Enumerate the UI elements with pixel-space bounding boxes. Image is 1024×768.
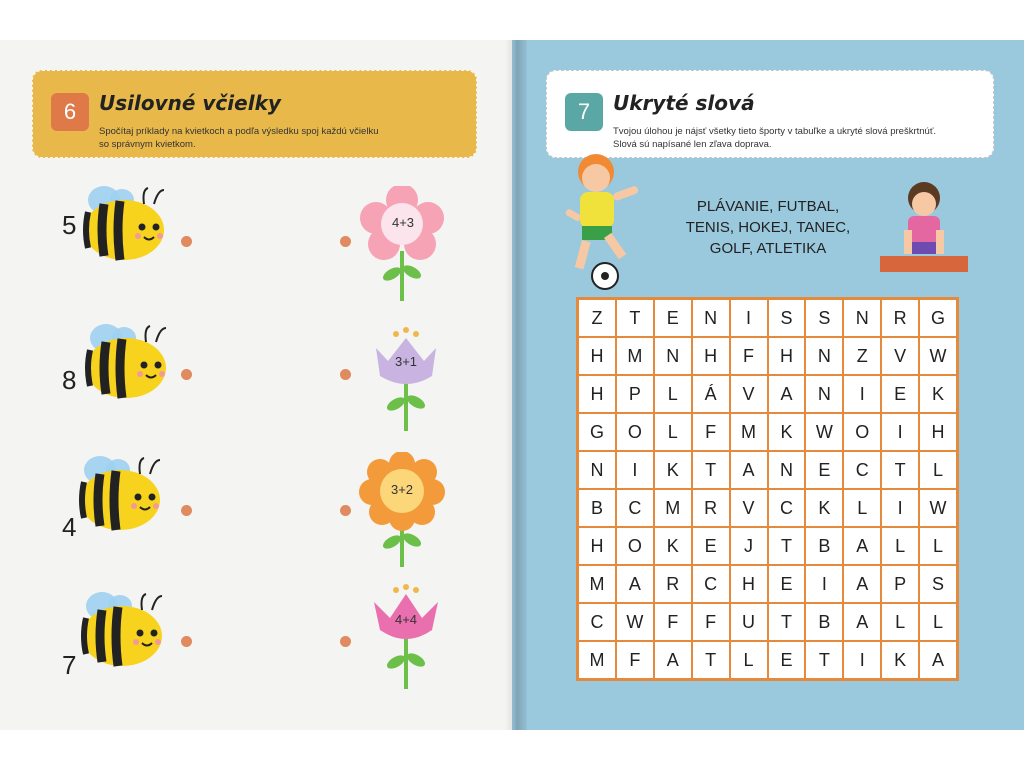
flower	[358, 186, 448, 296]
grid-cell[interactable]: A	[730, 451, 768, 489]
grid-cell[interactable]: N	[805, 337, 843, 375]
runner-girl-icon	[878, 178, 970, 276]
grid-cell[interactable]: T	[768, 603, 806, 641]
instruction-line: Slová sú napísané len zľava doprava.	[613, 139, 772, 150]
flower-connect-dot[interactable]	[340, 505, 351, 516]
grid-cell[interactable]: E	[805, 451, 843, 489]
bee	[76, 320, 186, 410]
grid-cell[interactable]: T	[692, 451, 730, 489]
bee-number: 4	[62, 512, 77, 542]
flower-expression: 3+2	[390, 482, 414, 497]
grid-cell[interactable]: E	[768, 641, 806, 679]
grid-cell[interactable]: L	[919, 603, 957, 641]
bee-number: 5	[62, 210, 77, 240]
grid-cell[interactable]: L	[919, 527, 957, 565]
grid-cell[interactable]: P	[616, 375, 654, 413]
flower	[366, 584, 456, 694]
grid-cell[interactable]: N	[768, 451, 806, 489]
flower-icon	[358, 452, 448, 572]
grid-cell[interactable]: H	[919, 413, 957, 451]
grid-cell[interactable]: F	[730, 337, 768, 375]
grid-cell[interactable]: I	[843, 641, 881, 679]
bee-icon	[70, 452, 180, 542]
instruction-line: Spočítaj príklady na kvietkoch a podľa výsledku spoj každú včielku	[99, 126, 379, 137]
grid-cell[interactable]: R	[654, 565, 692, 603]
grid-cell[interactable]: M	[730, 413, 768, 451]
flower-icon	[366, 584, 446, 694]
sports-line: PLÁVANIE, FUTBAL,	[696, 198, 840, 215]
bee-connect-dot[interactable]	[181, 505, 192, 516]
grid-cell[interactable]: I	[843, 375, 881, 413]
grid-cell[interactable]: N	[843, 299, 881, 337]
grid-cell[interactable]: L	[881, 603, 919, 641]
grid-cell[interactable]: A	[768, 375, 806, 413]
grid-cell[interactable]: I	[881, 489, 919, 527]
bee-connect-dot[interactable]	[181, 236, 192, 247]
grid-cell[interactable]: W	[805, 413, 843, 451]
grid-cell[interactable]: M	[616, 337, 654, 375]
bee-icon	[72, 588, 182, 678]
grid-cell[interactable]: M	[578, 641, 616, 679]
grid-cell[interactable]: H	[578, 337, 616, 375]
grid-cell[interactable]: N	[692, 299, 730, 337]
grid-cell[interactable]: K	[881, 641, 919, 679]
grid-cell[interactable]: F	[692, 603, 730, 641]
grid-cell[interactable]: G	[919, 299, 957, 337]
grid-cell[interactable]: I	[730, 299, 768, 337]
exercise-title: Ukryté slová	[613, 91, 755, 115]
bee	[70, 452, 180, 542]
flower-icon	[366, 326, 446, 436]
exercise-instructions	[99, 125, 469, 151]
flower-connect-dot[interactable]	[340, 236, 351, 247]
bee-number: 7	[62, 650, 77, 680]
grid-cell[interactable]: F	[654, 603, 692, 641]
bee	[72, 588, 182, 678]
grid-cell[interactable]: C	[616, 489, 654, 527]
grid-cell[interactable]: W	[919, 337, 957, 375]
grid-cell[interactable]: A	[843, 565, 881, 603]
soccer-boy-icon	[560, 148, 652, 293]
grid-cell[interactable]: O	[843, 413, 881, 451]
grid-cell[interactable]: A	[616, 565, 654, 603]
grid-cell[interactable]: N	[805, 375, 843, 413]
grid-cell[interactable]: T	[881, 451, 919, 489]
grid-cell[interactable]: L	[654, 413, 692, 451]
exercise-7-header	[546, 70, 994, 158]
grid-cell[interactable]: B	[805, 603, 843, 641]
grid-cell[interactable]: L	[843, 489, 881, 527]
grid-cell[interactable]: F	[692, 413, 730, 451]
grid-cell[interactable]: K	[768, 413, 806, 451]
grid-cell[interactable]: V	[730, 489, 768, 527]
grid-cell[interactable]: S	[768, 299, 806, 337]
grid-cell[interactable]: C	[578, 603, 616, 641]
grid-cell[interactable]: H	[768, 337, 806, 375]
instruction-line: Tvojou úlohou je nájsť všetky tieto športy v tabuľke a ukryté slová preškrtnúť.	[613, 126, 937, 137]
book-gutter	[505, 40, 527, 730]
sports-word-list	[668, 196, 868, 259]
grid-cell[interactable]: T	[616, 299, 654, 337]
grid-cell[interactable]: T	[768, 527, 806, 565]
grid-cell[interactable]: A	[919, 641, 957, 679]
grid-cell[interactable]: Á	[692, 375, 730, 413]
grid-cell[interactable]: I	[881, 413, 919, 451]
grid-cell[interactable]: B	[805, 527, 843, 565]
exercise-title: Usilovné včielky	[99, 91, 281, 115]
grid-cell[interactable]: A	[654, 641, 692, 679]
grid-cell[interactable]: N	[578, 451, 616, 489]
grid-cell[interactable]: K	[805, 489, 843, 527]
grid-cell[interactable]: W	[919, 489, 957, 527]
grid-cell[interactable]: B	[578, 489, 616, 527]
grid-cell[interactable]: S	[805, 299, 843, 337]
grid-cell[interactable]: I	[805, 565, 843, 603]
flower-expression: 4+3	[391, 215, 415, 230]
grid-cell[interactable]: E	[881, 375, 919, 413]
grid-cell[interactable]: E	[654, 299, 692, 337]
grid-cell[interactable]: A	[843, 603, 881, 641]
grid-cell[interactable]: C	[843, 451, 881, 489]
grid-cell[interactable]: C	[768, 489, 806, 527]
flower-expression: 4+4	[394, 612, 418, 627]
grid-cell[interactable]: M	[654, 489, 692, 527]
grid-cell[interactable]: V	[730, 375, 768, 413]
grid-cell[interactable]: J	[730, 527, 768, 565]
grid-cell[interactable]: O	[616, 413, 654, 451]
bee-icon	[74, 182, 184, 272]
grid-cell[interactable]: P	[881, 565, 919, 603]
grid-cell[interactable]: Z	[578, 299, 616, 337]
grid-cell[interactable]: R	[692, 489, 730, 527]
grid-cell[interactable]: L	[654, 375, 692, 413]
flower	[366, 326, 456, 436]
grid-cell[interactable]: L	[730, 641, 768, 679]
flower-icon	[358, 186, 448, 306]
exercise-instructions	[613, 125, 983, 151]
grid-cell[interactable]: L	[881, 527, 919, 565]
sports-line: TENIS, HOKEJ, TANEC,	[685, 219, 851, 236]
instruction-line: so správnym kvietkom.	[99, 139, 196, 150]
flower-expression: 3+1	[394, 354, 418, 369]
bee-icon	[76, 320, 186, 410]
grid-cell[interactable]: T	[692, 641, 730, 679]
flower	[358, 452, 448, 562]
grid-cell[interactable]: E	[692, 527, 730, 565]
grid-cell[interactable]: K	[654, 527, 692, 565]
grid-cell[interactable]: R	[881, 299, 919, 337]
word-search-grid	[576, 297, 959, 681]
grid-cell[interactable]: W	[616, 603, 654, 641]
sports-line: GOLF, ATLETIKA	[709, 240, 827, 257]
grid-cell[interactable]: S	[919, 565, 957, 603]
grid-cell[interactable]: L	[919, 451, 957, 489]
grid-cell[interactable]: V	[881, 337, 919, 375]
grid-cell[interactable]: O	[616, 527, 654, 565]
bee-number: 8	[62, 365, 77, 395]
grid-cell[interactable]: H	[692, 337, 730, 375]
exercise-number-badge: 6	[51, 93, 89, 131]
exercise-6-header	[32, 70, 477, 158]
exercise-number-badge: 7	[565, 93, 603, 131]
grid-cell[interactable]: U	[730, 603, 768, 641]
grid-cell[interactable]: H	[578, 375, 616, 413]
grid-cell[interactable]: A	[843, 527, 881, 565]
grid-cell[interactable]: C	[692, 565, 730, 603]
grid-cell[interactable]: M	[578, 565, 616, 603]
flower-connect-dot[interactable]	[340, 636, 351, 647]
bee-connect-dot[interactable]	[181, 636, 192, 647]
grid-cell[interactable]: H	[730, 565, 768, 603]
grid-cell[interactable]: F	[616, 641, 654, 679]
grid-cell[interactable]: K	[654, 451, 692, 489]
grid-cell[interactable]: N	[654, 337, 692, 375]
grid-cell[interactable]: T	[805, 641, 843, 679]
bee	[74, 182, 184, 272]
grid-cell[interactable]: Z	[843, 337, 881, 375]
grid-cell[interactable]: E	[768, 565, 806, 603]
flower-connect-dot[interactable]	[340, 369, 351, 380]
grid-cell[interactable]: H	[578, 527, 616, 565]
bee-connect-dot[interactable]	[181, 369, 192, 380]
grid-cell[interactable]: I	[616, 451, 654, 489]
grid-cell[interactable]: K	[919, 375, 957, 413]
grid-cell[interactable]: G	[578, 413, 616, 451]
